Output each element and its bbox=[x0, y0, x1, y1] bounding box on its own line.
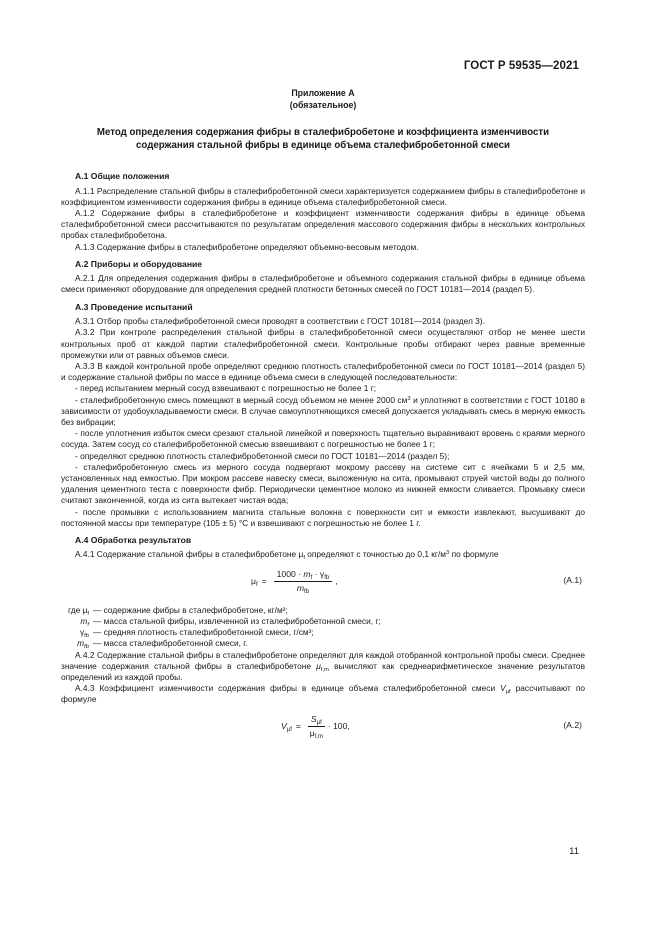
annex-status: (обязательное) bbox=[289, 99, 357, 110]
legend-row-2-sub: f bbox=[87, 621, 89, 628]
paragraph-a1-2: А.1.2 Содержание фибры в сталефибробетоне и коэффициент изменчивости содержания фибры в единице объема сталефибробетонной смеси рассчитываются по результатам определения массового содержания фибры в нескольких контрольных пробах сталефибробетона. bbox=[61, 207, 585, 241]
legend-row-4-text: — масса сталефибробетонной смеси, г. bbox=[93, 638, 248, 649]
formula-a2-lhs-symbol: V bbox=[281, 720, 287, 731]
paragraph-a2-1: А.2.1 Для определения содержания фибры в сталефибробетоне и объемного содержания стальной фибры в единице объема смеси применяют оборудование для определения средней плотности бетонных смесей по ГОСТ 10181—2014 (раздел 5). bbox=[61, 273, 585, 295]
legend-where-word: где bbox=[68, 604, 81, 615]
paragraph-a4-3-b: рассчитывают по формуле bbox=[61, 683, 586, 705]
formula-a1 bbox=[61, 564, 585, 602]
paragraph-a4-1-sup: 3 bbox=[446, 550, 450, 557]
formula-a2-number: (А.2) bbox=[563, 719, 582, 730]
paragraph-a4-3-v: V bbox=[500, 683, 506, 694]
formula-a2-denominator bbox=[310, 727, 323, 739]
section-a4-heading: А.4 Обработка результатов bbox=[75, 534, 192, 545]
formula-a2-num-sub: μf bbox=[316, 719, 322, 726]
paragraph-a4-1-a: А.4.1 Содержание стальной фибры в сталефибробетоне μ bbox=[75, 549, 304, 560]
formula-a2 bbox=[61, 709, 585, 747]
paragraph-a3-1: А.3.1 Отбор пробы сталефибробетонной смеси проводят в соответствии с ГОСТ 10181—2014 (раздел 3). bbox=[75, 316, 485, 327]
formula-a1-number: (А.1) bbox=[563, 574, 582, 585]
formula-a2-fraction bbox=[308, 714, 325, 739]
formula-a1-numerator bbox=[274, 569, 333, 582]
list-item-fill-vessel bbox=[61, 395, 585, 429]
list-item-level-surface: - после уплотнения избыток смеси срезают стальной линейкой и поверхность тщательно выравнивают вровень с краями мерного сосуда. Затем сосуд со сталефибробетонной смесью взвешивают с погрешностью не более 1 г; bbox=[61, 428, 585, 450]
paragraph-a4-3 bbox=[61, 683, 585, 705]
paragraph-a4-1-sub: f bbox=[303, 555, 305, 562]
paragraph-a4-1-b: определяют с точностью до 0,1 кг/м bbox=[304, 549, 447, 560]
paragraph-a4-3-sub: μf bbox=[505, 689, 511, 696]
formula-a1-body bbox=[251, 564, 338, 600]
formula-a2-den-sub: f,m bbox=[314, 734, 323, 741]
formula-a1-lhs bbox=[251, 576, 258, 587]
list-item-fill-vessel-b: и уплотняют в соответствии с ГОСТ 10180 в зависимости от удобоукладываемости смеси. В случае самоуплотняющихся смесей допускается укладывать смесь в мерную емкость без вибрации; bbox=[61, 394, 585, 427]
formula-a1-num-gamma: · γ bbox=[312, 568, 325, 579]
legend-row-3-sub: fb bbox=[84, 633, 89, 640]
legend-row-3-symbol bbox=[61, 627, 93, 638]
paragraph-a4-1 bbox=[61, 549, 585, 560]
list-item-density: - определяют среднюю плотность сталефибробетонной смеси по ГОСТ 10181—2014 (раздел 5); bbox=[75, 450, 450, 461]
paragraph-a4-2-b: вычисляют как среднеарифметическое значение результатов определений из каждой пробы. bbox=[61, 660, 585, 682]
legend-row-2-symbol bbox=[61, 616, 93, 627]
formula-a2-equals: = bbox=[295, 720, 301, 731]
annex-title-line-2: содержания стальной фибры в единице объема сталефибробетонной смеси bbox=[136, 139, 510, 151]
annex-content bbox=[61, 88, 585, 750]
formula-a1-num-gamma-sub: fb bbox=[324, 574, 330, 581]
legend-row-4-symbol bbox=[61, 638, 93, 649]
paragraph-a4-2-a: А.4.2 Содержание стальной фибры в сталефибробетоне определяют для каждой отобранной контрольной пробы смеси. Среднее значение содержания стальной фибры в сталефибробетоне bbox=[61, 649, 585, 671]
paragraph-a1-1: А.1.1 Распределение стальной фибры в сталефибробетонной смеси характеризуется содержанием фибры в сталефибробетоне и коэффициентом изменчивости содержания фибры в единице объема сталефибробетонной смеси. bbox=[61, 185, 585, 207]
legend-row-3-text: — средняя плотность сталефибробетонной смеси, г/см³; bbox=[93, 627, 314, 638]
page-number: 11 bbox=[569, 846, 579, 857]
section-a3-heading: А.3 Проведение испытаний bbox=[75, 301, 193, 312]
formula-a2-body bbox=[281, 709, 350, 745]
annex-title-line-1: Метод определения содержания фибры в сталефибробетоне и коэффициента изменчивости bbox=[96, 127, 550, 138]
formula-a2-numerator bbox=[308, 714, 325, 727]
formula-a1-lhs-sub: f bbox=[255, 582, 258, 589]
section-a2-heading: А.2 Приборы и оборудование bbox=[75, 258, 203, 269]
formula-a1-legend bbox=[61, 605, 585, 650]
paragraph-a4-3-a: А.4.3 Коэффициент изменчивости содержания фибры в единице объема сталефибробетонной смеси bbox=[75, 683, 501, 694]
paragraph-a4-2-sub: f,m bbox=[320, 666, 329, 673]
list-item-weigh-vessel: - перед испытанием мерный сосуд взвешивают с погрешностью не более 1 г; bbox=[75, 383, 377, 394]
formula-a1-denominator bbox=[297, 582, 309, 594]
legend-row-1-sym: μ bbox=[82, 604, 88, 615]
paragraph-a4-2-mu: μ bbox=[316, 660, 321, 671]
formula-a2-lhs-sub: μf bbox=[286, 726, 292, 733]
paragraph-a4-2 bbox=[61, 650, 585, 684]
legend-row-1-sub: f bbox=[87, 610, 89, 617]
list-item-fill-vessel-sup: 3 bbox=[407, 395, 411, 402]
section-a1-heading: А.1 Общие положения bbox=[75, 171, 170, 181]
paragraph-a4-1-c: по формуле bbox=[449, 549, 499, 560]
legend-row-2-sym: m bbox=[80, 615, 88, 626]
formula-a1-tail: , bbox=[335, 576, 338, 587]
legend-row-2-text: — масса стальной фибры, извлеченной из сталефибробетонной смеси, г; bbox=[93, 615, 381, 626]
formula-a1-num-m-sub: f bbox=[310, 574, 313, 581]
formula-a2-tail: · 100, bbox=[327, 720, 350, 731]
formula-a2-den-mu: μ bbox=[309, 728, 315, 739]
annex-title bbox=[61, 127, 585, 152]
paragraph-a1-3: А.1.3 Содержание фибры в сталефибробетоне определяют объемно-весовым методом. bbox=[75, 241, 419, 252]
list-item-magnet-extraction: - после промывки с использованием магнита стальные волокна с поверхности сит и емкости извлекают, высушивают до постоянной массы при температуре (105 ± 5) °С и взвешивают с погрешностью не более 1 г. bbox=[61, 506, 585, 528]
formula-a1-den-m: m bbox=[296, 583, 305, 594]
standard-designation: ГОСТ Р 59535—2021 bbox=[463, 60, 579, 72]
legend-row-1-text: — содержание фибры в сталефибробетоне, кг/м³; bbox=[93, 604, 288, 615]
paragraph-a3-3: А.3.3 В каждой контрольной пробе определяют среднюю плотность сталефибробетонной смеси по ГОСТ 10181—2014 (раздел 5) и содержание стальной фибры по массе в единице объема смеси в следующей последовательности: bbox=[61, 360, 585, 383]
formula-a1-fraction bbox=[274, 569, 333, 594]
formula-a1-num-const: 1000 · bbox=[276, 568, 304, 579]
list-item-wet-sieving: - сталефибробетонную смесь из мерного сосуда подвергают мокрому рассеву на системе сит с ячейками 5 и 2,5 мм, установленных над емкостью. При мокром рассеве навеску смеси, выложенную на сита, промывают струей чистой воды до полного удаления цементного теста с поверхности фибр. Периодически цементное молоко из нижней емкости сливается. Промывку смеси считают законченной, когда из сита вытекает чистая вода; bbox=[61, 461, 585, 506]
legend-row-4-sub: fb bbox=[84, 644, 89, 651]
legend-row-1-symbol bbox=[61, 605, 93, 616]
legend-row-3-sym: γ bbox=[79, 627, 85, 638]
formula-a1-num-m: m bbox=[303, 568, 311, 579]
legend-row-4-sym: m bbox=[77, 638, 85, 649]
annex-label: Приложение А bbox=[291, 88, 355, 98]
formula-a1-den-sub: fb bbox=[304, 589, 310, 596]
list-item-fill-vessel-a: - сталефибробетонную смесь помещают в мерный сосуд объемом не менее 2000 см bbox=[75, 394, 408, 405]
formula-a2-lhs bbox=[281, 721, 292, 732]
formula-a1-lhs-symbol: μ bbox=[251, 576, 256, 587]
formula-a2-num-s: S bbox=[310, 713, 317, 724]
formula-a1-equals: = bbox=[261, 576, 267, 587]
paragraph-a3-2: А.3.2 При контроле распределения стальной фибры в сталефибробетонной смеси осуществляют отбор не менее шести контрольных проб от каждой партии сталефибробетонной смеси. Контрольные пробы отбирают через равные временные промежутки или от равных объемов смеси. bbox=[61, 327, 585, 360]
